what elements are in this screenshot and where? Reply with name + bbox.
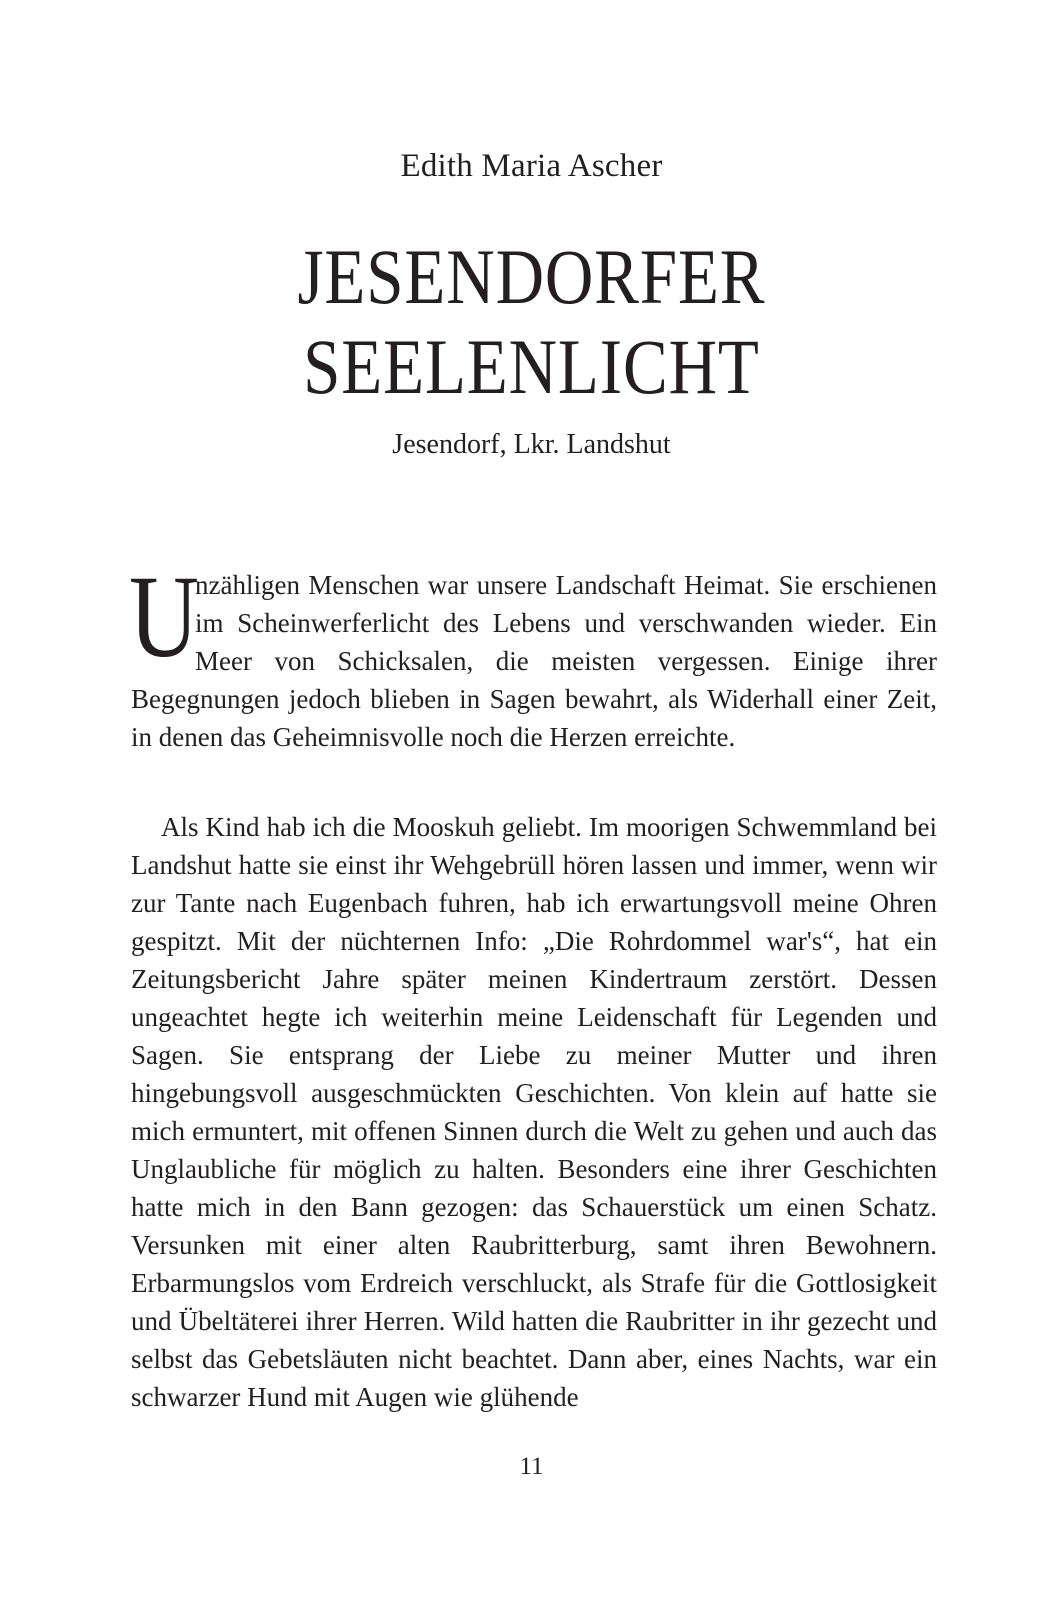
author-name: Edith Maria Ascher <box>400 148 663 184</box>
chapter-title <box>74 232 988 412</box>
chapter-title-line-2: SEELENLICHT <box>303 323 760 410</box>
paragraph-1-text: nzähligen Menschen war unsere Landschaft Heimat. Sie erschienen im Scheinwerferlicht des Lebens und verschwanden wieder. Ein Meer von Schicksalen, die meisten vergessen. Einige ihrer Begegnungen jedoch blieben in Sagen bewahrt, als Widerhall einer Zeit, in denen das Geheimnisvolle noch die Herzen erreichte. <box>131 570 937 752</box>
chapter-location: Jesendorf, Lkr. Landshut <box>392 429 671 460</box>
drop-cap: U <box>129 551 199 682</box>
paragraph-1 <box>129 551 937 756</box>
chapter-title-line-1: JESENDORFER <box>297 233 766 320</box>
paragraph-2: Als Kind hab ich die Mooskuh geliebt. Im moorigen Schwemmland bei Landshut hatte sie einst ihr Wehgebrüll hören lassen und immer, wenn wir zur Tante nach Eugenbach fuhren, hab ich erwartungsvoll meine Ohren gespitzt. Mit der nüchternen Info: „Die Rohrdommel war's“, hat ein Zeitungsbericht Jahre später meinen Kindertraum zerstört. Dessen ungeachtet hegte ich weiterhin meine Leidenschaft für Legenden und Sagen. Sie entsprang der Liebe zu meiner Mutter und ihren hingebungsvoll ausgeschmückten Geschichten. Von klein auf hatte sie mich ermuntert, mit offenen Sinnen durch die Welt zu gehen und auch das Unglaubliche für möglich zu halten. Besonders eine ihrer Geschichten hatte mich in den Bann gezogen: das Schauerstück um einen Schatz. Versunken mit einer alten Raubritterburg, samt ihren Bewohnern. Erbarmungslos vom Erdreich verschluckt, als Strafe für die Gottlosigkeit und Übeltäterei ihrer Herren. Wild hatten die Raubritter in ihr gezecht und selbst das Gebetsläuten nicht beachtet. Dann aber, eines Nachts, war ein schwarzer Hund mit Augen wie glühende <box>131 812 937 1412</box>
page-number: 11 <box>519 1453 544 1480</box>
